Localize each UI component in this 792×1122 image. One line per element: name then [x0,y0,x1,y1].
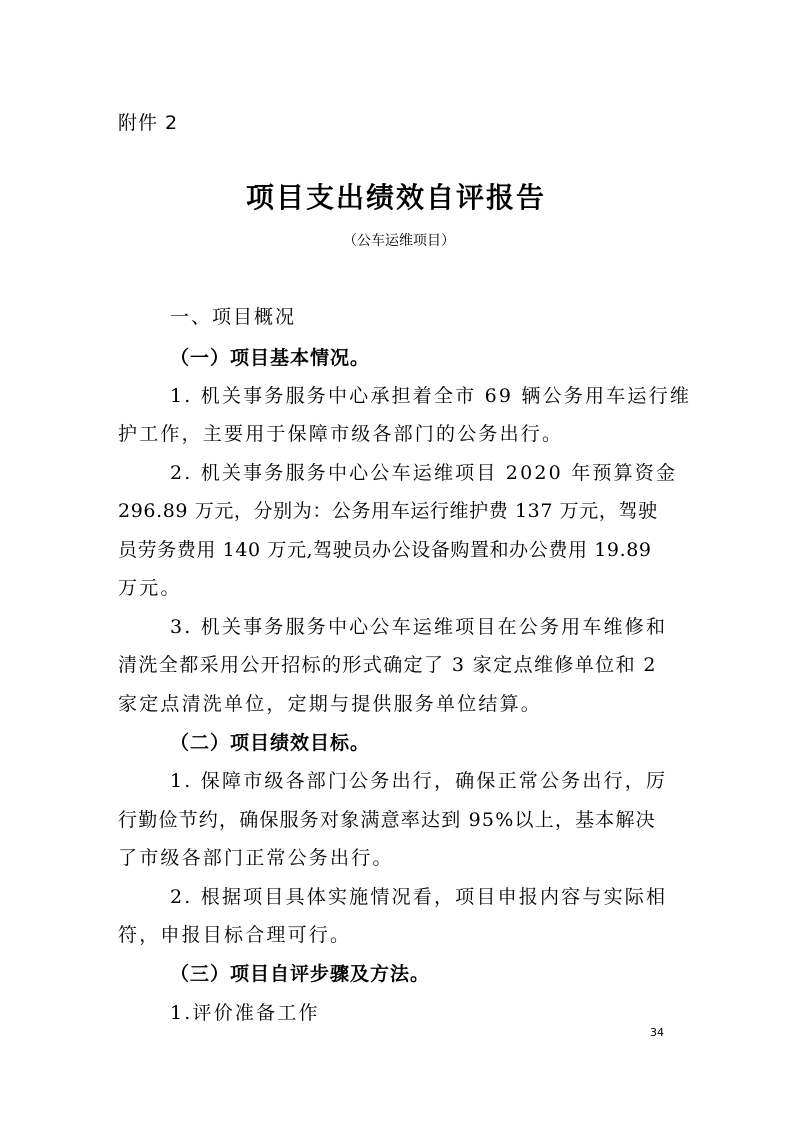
paragraph-line: 护工作，主要用于保障市级各部门的公务出行。 [118,423,564,445]
paragraph-line: 1. 机关事务服务中心承担着全市 69 辆公务用车运行维 [170,385,692,407]
report-subtitle: （公车运维项目） [343,233,455,249]
paragraph-line: 2. 机关事务服务中心公车运维项目 2020 年预算资金 [170,462,678,484]
paragraph-line: 3. 机关事务服务中心公车运维项目在公务用车维修和 [170,616,668,638]
subsection-heading-basic: （一）项目基本情况。 [170,347,371,369]
subsection-heading-goals: （二）项目绩效目标。 [170,732,371,754]
section-heading-overview: 一、项目概况 [170,306,297,328]
paragraph-line: 了市级各部门正常公务出行。 [118,847,394,869]
paragraph-line: 行勤俭节约，确保服务对象满意率达到 95%以上，基本解决 [118,809,656,831]
paragraph-line: 296.89 万元，分别为：公务用车运行维护费 137 万元，驾驶 [118,500,658,522]
paragraph-line: 万元。 [118,577,182,599]
page-number: 34 [650,1026,664,1039]
paragraph-line: 符，申报目标合理可行。 [118,924,352,946]
paragraph-line: 1. 保障市级各部门公务出行，确保正常公务出行，厉 [170,770,668,792]
attachment-label: 附件 2 [118,112,179,134]
paragraph-line: 家定点清洗单位，定期与提供服务单位结算。 [118,693,543,715]
paragraph-line: 1.评价准备工作 [170,1002,320,1024]
paragraph-line: 员劳务费用 140 万元,驾驶员办公设备购置和办公费用 19.89 [118,539,652,561]
paragraph-line: 2. 根据项目具体实施情况看，项目申报内容与实际相 [170,886,668,908]
paragraph-line: 清洗全都采用公开招标的形式确定了 3 家定点维修单位和 2 [118,654,657,676]
report-title: 项目支出绩效自评报告 [245,181,546,214]
subsection-heading-steps: （三）项目自评步骤及方法。 [170,963,431,985]
